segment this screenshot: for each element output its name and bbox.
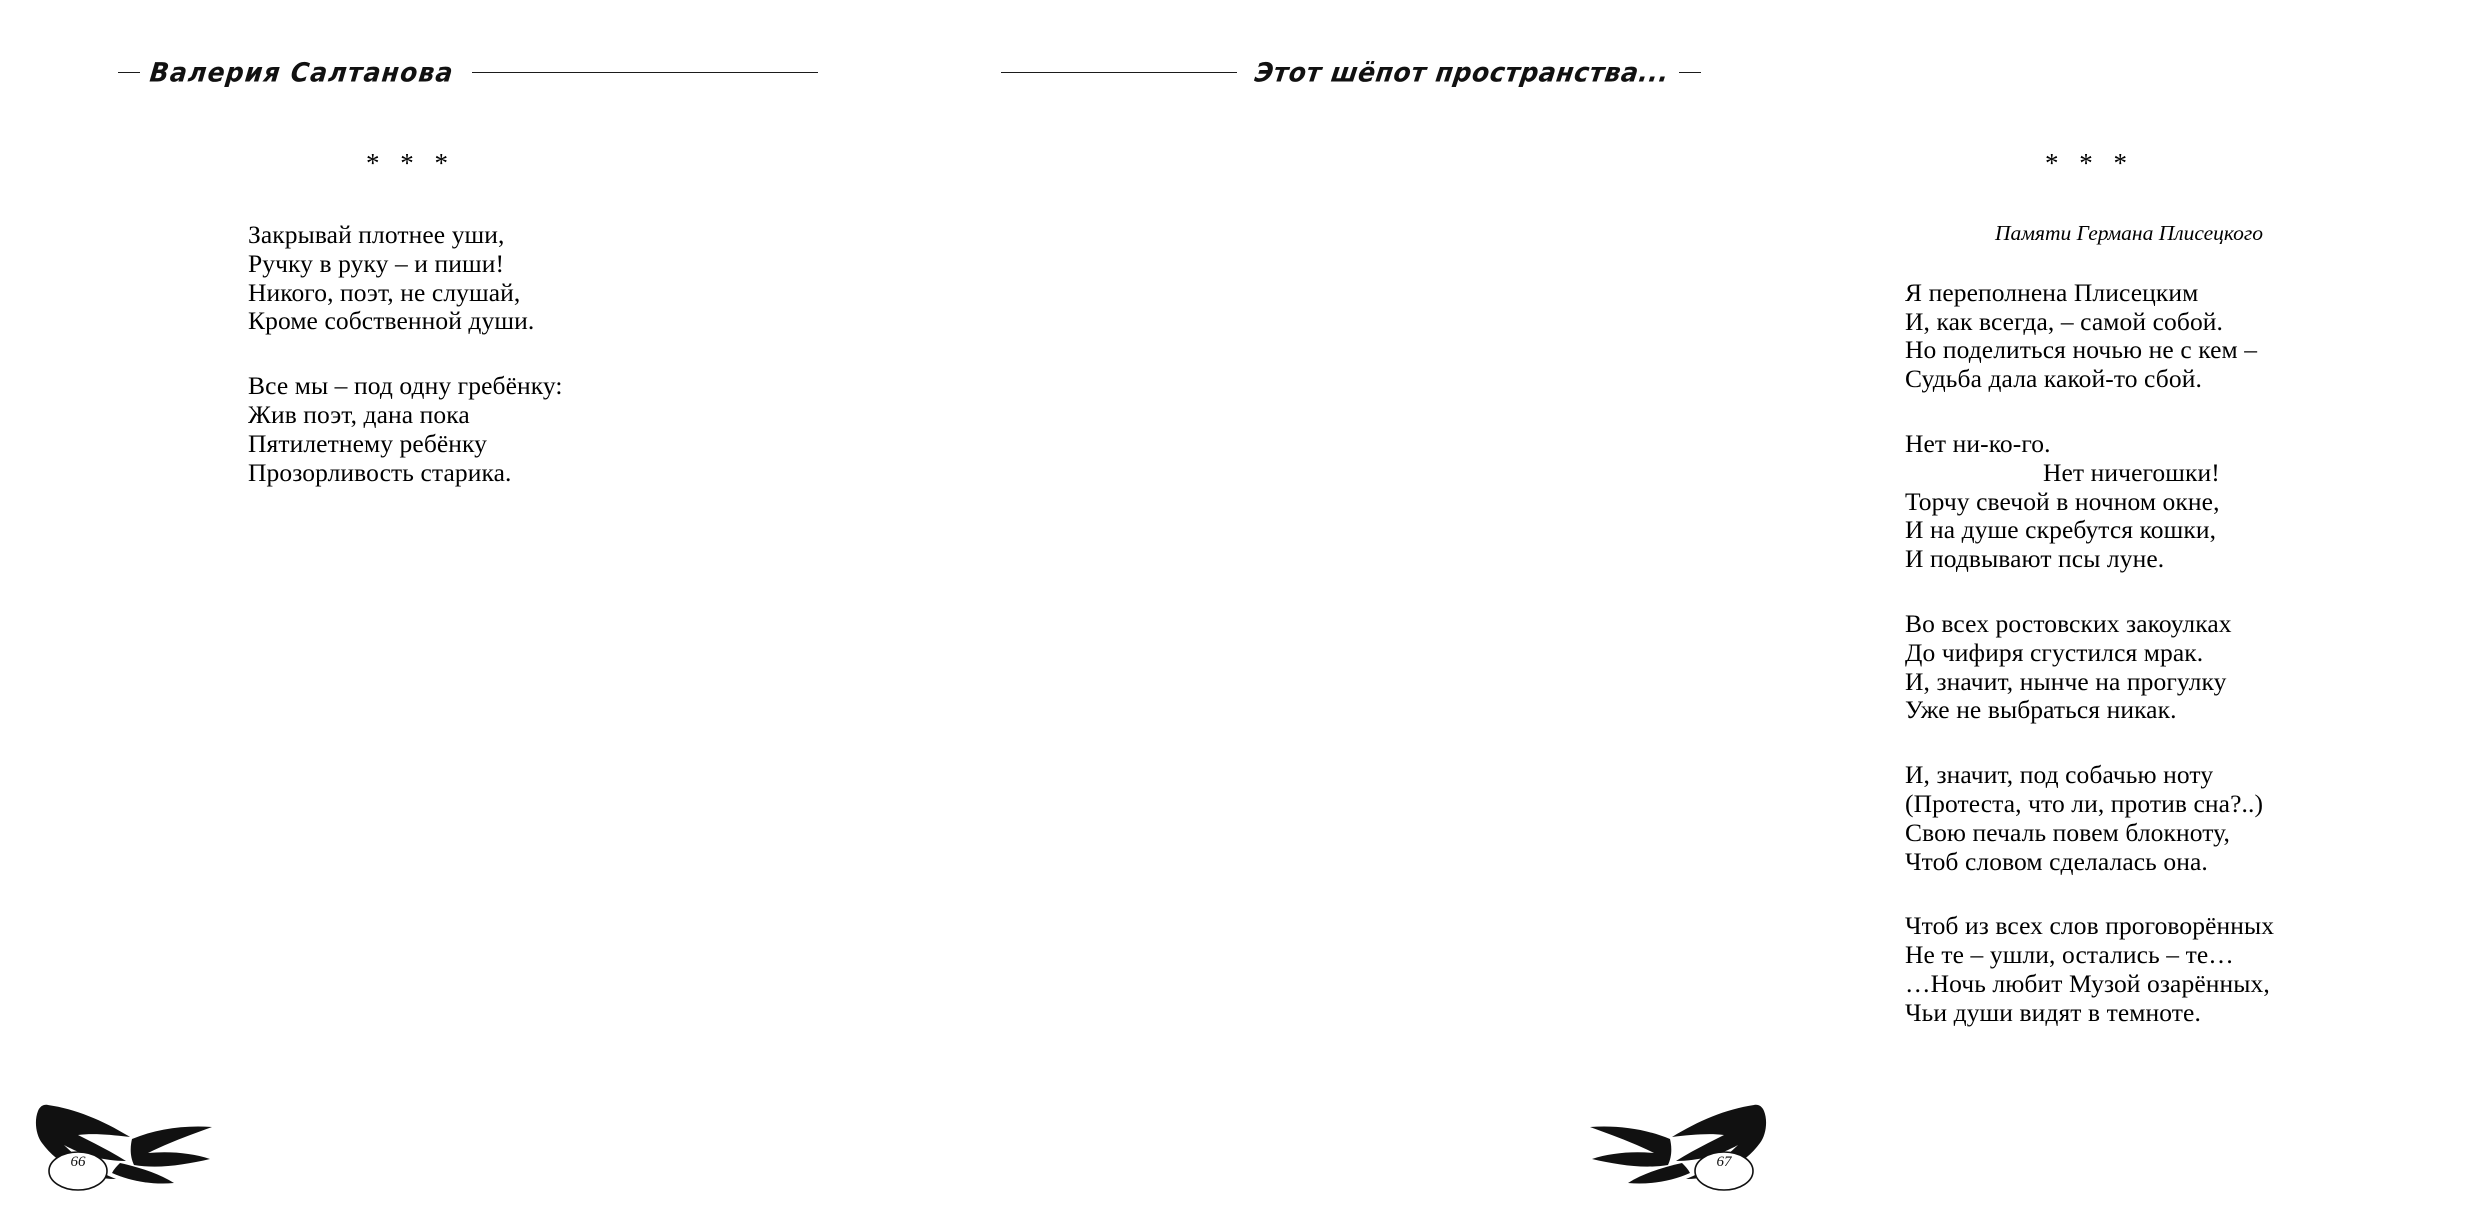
right-poem: [1905, 150, 2465, 1028]
poem-line: Закрывай плотнее уши,: [248, 220, 505, 249]
left-poem: [248, 150, 808, 487]
poem-line: И, значит, под собачью ноту: [1905, 760, 2214, 790]
poem-line: …Ночь любит Музой озарённых,: [1905, 968, 2270, 998]
stanza: [1905, 912, 2465, 1027]
poem-line: До чифиря сгустился мрак.: [1905, 637, 2204, 667]
stanza: [1905, 610, 2465, 725]
poem-line: Уже не выбраться никак.: [1905, 695, 2177, 725]
poem-line: И, как всегда, – самой собой.: [1905, 306, 2224, 336]
rule-long-left: [472, 72, 818, 73]
stanza: [248, 221, 808, 336]
poem-line: Не те – ушли, остались – те…: [1905, 940, 2234, 970]
running-head-right: [1001, 52, 1701, 92]
poem-line: (Протеста, что ли, против сна?..): [1905, 788, 2264, 818]
folio-left: [34, 1099, 224, 1191]
right-page: [901, 0, 2275, 1213]
poem-line: Кроме собственной души.: [248, 306, 535, 336]
poem-line: Пятилетнему ребёнку: [248, 428, 488, 458]
running-head-left-title: Валерия Салтанова: [148, 56, 456, 88]
poem-line: Свою печаль повем блокноту,: [1905, 817, 2230, 847]
stanza: [1905, 430, 2465, 574]
poem-line: Во всех ростовских закоулках: [1905, 608, 2232, 638]
rule-long-right: [1001, 72, 1237, 73]
poem-line: Нет ничегошки!: [2043, 457, 2220, 487]
poem-line: И на душе скребутся кошки,: [1905, 515, 2217, 545]
poem-line: Все мы – под одну гребёнку:: [248, 371, 563, 401]
poem-line: Я переполнена Плисецким: [1905, 277, 2199, 307]
poem-line: Никого, поэт, не слушай,: [248, 277, 521, 307]
left-page: [0, 0, 901, 1213]
poem-line: И подвывают псы луне.: [1905, 544, 2165, 574]
stanza: [248, 372, 808, 487]
poem-divider-left: * * *: [366, 148, 455, 178]
poem-line: Судьба дала какой-то сбой.: [1905, 364, 2202, 394]
poem-line: Но поделиться ночью не с кем –: [1905, 335, 2258, 365]
poem-line: Ручку в руку – и пиши!: [248, 248, 505, 278]
page-number-left: 66: [70, 1154, 86, 1170]
page-number-right: 67: [1716, 1154, 1732, 1170]
poem-line: Чтоб из всех слов проговорённых: [1905, 911, 2275, 941]
poem-line: Чтоб словом сделалась она.: [1905, 846, 2208, 876]
poem-line: Нет ни-ко-го.: [1905, 428, 2051, 458]
poem-dedication: Памяти Германа Плисецкого: [1995, 221, 2264, 245]
running-head-right-title: Этот шёпот пространства...: [1252, 56, 1672, 88]
poem-line: Чьи души видят в темноте.: [1905, 997, 2201, 1027]
rule-short-left: [118, 72, 140, 73]
swallow-icon: [34, 1099, 224, 1191]
stanza: [1905, 761, 2465, 876]
poem-line: Прозорливость старика.: [248, 457, 512, 487]
folio-right: [1578, 1099, 1768, 1191]
rule-short-right: [1679, 72, 1701, 73]
poem-line: Жив поэт, дана пока: [248, 399, 470, 429]
swallow-icon: [1578, 1099, 1768, 1191]
poem-divider-right: * * *: [2045, 148, 2134, 178]
stanza: [1905, 279, 2465, 394]
poem-line: Торчу свечой в ночном окне,: [1905, 486, 2220, 516]
running-head-left: [118, 52, 818, 92]
poem-line: И, значит, нынче на прогулку: [1905, 666, 2227, 696]
